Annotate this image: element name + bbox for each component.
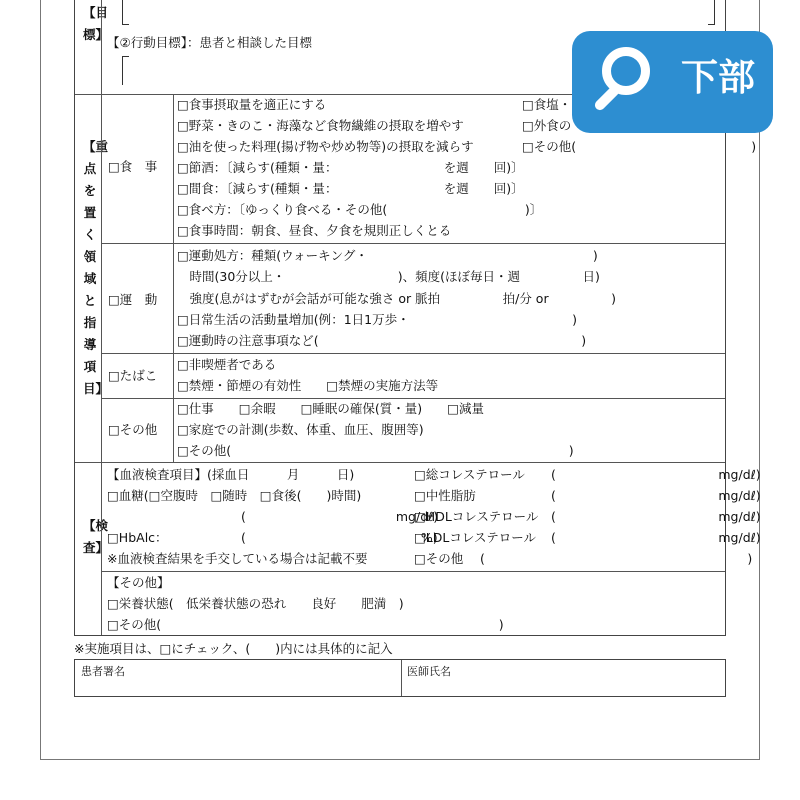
tobacco-item: □禁煙・節煙の有効性 □禁煙の実施方法等	[177, 378, 439, 393]
exam-section-label: 【検査】	[83, 518, 109, 555]
lipid-item: □その他	[414, 551, 464, 566]
diet-label: □食 事	[108, 159, 158, 174]
blood-glucose-item: □血糖(□空腹時 □随時 □食後( )時間)	[107, 488, 362, 503]
exercise-item: □運動時の注意事項など( )	[177, 333, 587, 348]
diet-item: □油を使った料理(揚げ物や炒め物等)の摂取を減らす	[177, 139, 474, 154]
focus-section-label: 【重点を置く領域と指導項目】	[83, 139, 109, 396]
diet-item: □野菜・きのこ・海藻など食物繊維の摂取を増やす	[177, 118, 464, 133]
diet-item: □食事摂取量を適正にする	[177, 97, 327, 112]
patient-signature-label: 患者署名	[81, 665, 125, 678]
lipid-value: ( mg/dℓ)	[551, 488, 761, 503]
zoom-bottom-badge[interactable]	[572, 31, 773, 133]
badge-label: 下部	[681, 56, 755, 99]
blood-test-note: ※血液検査結果を手交している場合は記載不要	[107, 551, 368, 566]
exercise-item: □運動処方：種類(ウォーキング・ )	[177, 248, 598, 263]
diet-right-item: □その他( )	[522, 139, 757, 154]
lipid-item: □HDLコレステロール	[414, 509, 539, 524]
signature-box	[74, 659, 726, 697]
doctor-name-label: 医師氏名	[407, 665, 451, 678]
tobacco-label: □たばこ	[108, 368, 158, 383]
other-guidance-item: □その他( )	[177, 443, 574, 458]
exercise-label: □運 動	[108, 292, 158, 307]
other-guidance-label: □その他	[108, 422, 158, 437]
lipid-item: □LDLコレステロール	[414, 530, 536, 545]
tobacco-item: □非喫煙者である	[177, 357, 277, 372]
other-exam-item: □その他( )	[107, 617, 504, 632]
hba1c-value: ( %)	[241, 530, 438, 545]
nutrition-item: □栄養状態( 低栄養状態の恐れ 良好 肥満 )	[107, 596, 404, 611]
lipid-item: □中性脂肪	[414, 488, 476, 503]
other-guidance-item: □家庭での計測(歩数、体重、血圧、腹囲等)	[177, 422, 424, 437]
other-exam-header: 【その他】	[107, 575, 170, 590]
diet-item: □食事時間：朝食、昼食、夕食を規則正しくとる	[177, 223, 452, 238]
lipid-value: ( mg/dℓ)	[551, 467, 761, 482]
lipid-value: ( mg/dℓ)	[551, 530, 761, 545]
other-guidance-item: □仕事 □余暇 □睡眠の確保(質・量) □減量	[177, 401, 484, 416]
diet-item: □間食：〔減らす(種類・量： を週 回)〕	[177, 181, 524, 196]
exercise-item: □日常生活の活動量増加(例：1日1万歩・ )	[177, 312, 577, 327]
diet-right-item: □外食の	[522, 118, 572, 133]
blood-test-header: 【血液検査項目】(採血日 月 日)	[107, 467, 355, 482]
goals-section-label: 【目標】	[83, 5, 109, 42]
exercise-item: 強度(息がはずむが会話が可能な強さ or 脈拍 拍/分 or )	[177, 291, 616, 306]
lipid-value: ( mg/dℓ)	[551, 509, 761, 524]
diet-item: □食べ方：〔ゆっくり食べる・その他( )〕	[177, 202, 543, 217]
lipid-value: ( )	[480, 551, 753, 566]
blood-glucose-value: ( mg/dℓ)	[241, 509, 439, 524]
lipid-item: □総コレステロール	[414, 467, 525, 482]
diet-right-item: □食塩・	[522, 97, 572, 112]
exercise-item: 時間(30分以上・ )、頻度(ほぼ毎日・週 日)	[177, 269, 600, 284]
hba1c-item: □HbAlc：	[107, 530, 168, 545]
diet-item: □節酒：〔減らす(種類・量： を週 回)〕	[177, 160, 524, 175]
behavior-goal-label: 【②行動目標】：患者と相談した目標	[107, 35, 312, 50]
footnote: ※実施項目は、□にチェック、( )内には具体的に記入	[74, 641, 393, 656]
